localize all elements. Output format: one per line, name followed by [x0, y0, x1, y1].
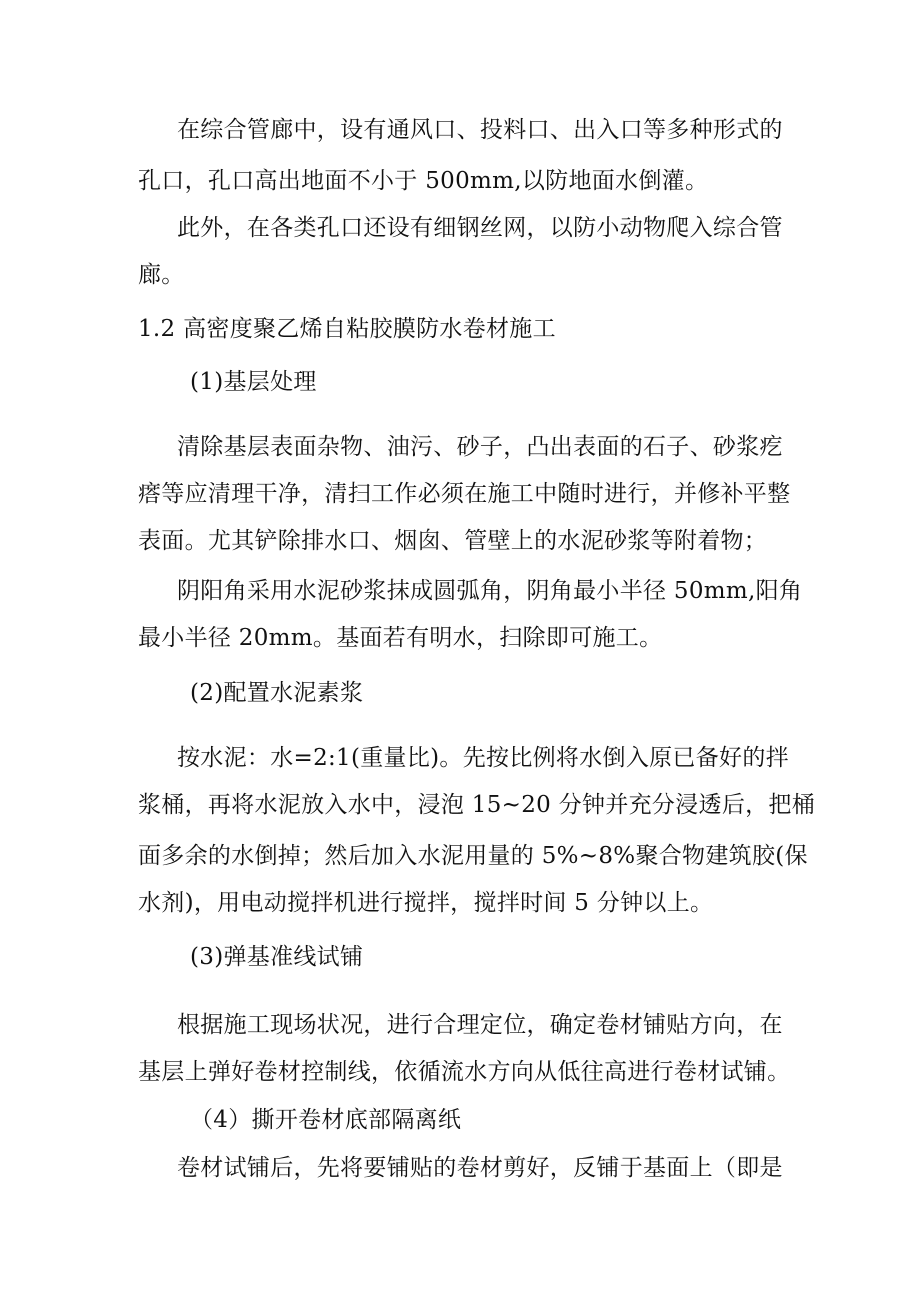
section-heading: 1.2 高密度聚乙烯自粘胶膜防水卷材施工 — [138, 316, 556, 342]
paragraph-line: 基层上弹好卷材控制线，依循流水方向从低往高进行卷材试铺。 — [138, 1059, 791, 1085]
paragraph-line: 最小半径 20mm。基面若有明水，扫除即可施工。 — [138, 625, 663, 651]
step-heading: (1)基层处理 — [190, 369, 317, 395]
paragraph-line: 孔口，孔口高出地面不小于 500mm,以防地面水倒灌。 — [138, 168, 709, 194]
paragraph-line: 在综合管廊中，设有通风口、投料口、出入口等多种形式的 — [177, 117, 783, 143]
paragraph-line: 表面。尤其铲除排水口、烟囱、管壁上的水泥砂浆等附着物； — [138, 528, 768, 554]
step-heading: (2)配置水泥素浆 — [190, 680, 364, 706]
paragraph-line: 廊。 — [138, 262, 185, 288]
paragraph-line: 面多余的水倒掉；然后加入水泥用量的 5%~8%聚合物建筑胶(保 — [138, 843, 808, 869]
paragraph-line: 清除基层表面杂物、油污、砂子，凸出表面的石子、砂浆疙 — [177, 434, 783, 460]
paragraph-line: 浆桶，再将水泥放入水中，浸泡 15~20 分钟并充分浸透后，把桶 — [138, 792, 816, 818]
paragraph-line: 卷材试铺后，先将要铺贴的卷材剪好，反铺于基面上（即是 — [177, 1155, 783, 1181]
step-heading: （4）撕开卷材底部隔离纸 — [190, 1107, 462, 1133]
paragraph-line: 按水泥：水=2:1(重量比)。先按比例将水倒入原已备好的拌 — [177, 745, 789, 771]
paragraph-line: 根据施工现场状况，进行合理定位，确定卷材铺贴方向，在 — [177, 1012, 783, 1038]
paragraph-line: 阴阳角采用水泥砂浆抹成圆弧角，阴角最小半径 50mm,阳角 — [177, 578, 803, 604]
paragraph-line: 此外，在各类孔口还设有细钢丝网，以防小动物爬入综合管 — [177, 215, 783, 241]
paragraph-line: 瘩等应清理干净，清扫工作必须在施工中随时进行，并修补平整 — [138, 481, 791, 507]
paragraph-line: 水剂)，用电动搅拌机进行搅拌，搅拌时间 5 分钟以上。 — [138, 890, 714, 916]
step-heading: (3)弹基准线试铺 — [190, 944, 364, 970]
